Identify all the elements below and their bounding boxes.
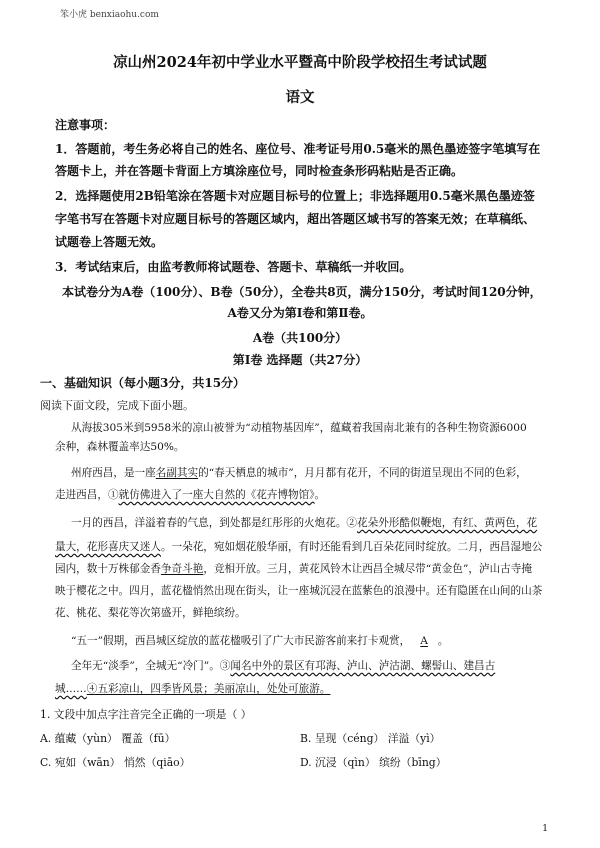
passage-line: 园内，数十万株郁金香争奇斗艳，竞相开放。三月，黄花风铃木让西昌全城尽带“黄金色”，泸山古寺掩 [55,563,532,575]
page-number: 1 [542,824,548,834]
wavy-underlined-sentence-3b: 城…… [55,683,87,695]
site-watermark: 笨小虎 benxiaohu.com [60,10,159,20]
underlined-sentence-4: ④五彩凉山，四季皆风景；美丽凉山，处处可旅游。 [86,683,331,695]
notice-line: 2．选择题使用2B铅笔涂在答题卡对应题目标号的位置上；非选择题用0.5毫米黑色墨迹签 [55,189,535,203]
notice-line: 1．答题前，考生务必将自己的姓名、座位号、准考证号用0.5毫米的黑色墨迹签字笔填写在 [55,142,541,156]
reading-instruction: 阅读下面文段，完成下面小题。 [40,399,194,412]
option-c[interactable]: C. 宛如（wān） 悄然（qiāo） [40,756,191,769]
section-a-heading: A卷（共100分） [252,331,348,345]
passage-line: 州府西昌，是一座名副其实的“春天栖息的城市”，月月都有花开，不同的街道呈现出不同的色彩， [71,467,527,479]
underlined-term: 名副其实 [155,467,199,479]
notice-line: 字笔书写在答题卡对应题目标号的答题区域内，超出答题区域书写的答案无效；在草稿纸、 [55,212,536,226]
wavy-underlined-sentence-2b: 量大，花形喜庆又迷人 [55,541,161,553]
passage-line: 花、桃花、梨花等次第盛开，鲜艳缤纷。 [55,607,246,619]
wavy-underlined-sentence-2: 花朵外形酷似鞭炮，有红、黄两色，花 [357,517,538,529]
notice-line: 3．考试结束后，由监考教师将试题卷、答题卡、草稿纸一并收回。 [55,260,412,274]
part-one-heading: 第Ⅰ卷 选择题（共27分） [232,353,368,367]
exam-summary-2: A卷又分为第Ⅰ卷和第Ⅱ卷。 [227,306,373,320]
blank-a: A [420,635,428,647]
passage-line: 量大，花形喜庆又迷人。一朵花，宛如烟花般华丽，有时还能看到几百朵花同时绽放。二月，西昌湿地公 [55,541,543,553]
passage-line: 映于樱花之中。四月，蓝花楹悄然出现在街头，让一座城沉浸在蓝紫色的浪漫中。还有隐匿在山间的山茶 [55,585,543,597]
passage-line: 从海拔305米到5958米的凉山被誉为“动植物基因库”，蕴藏着我国南北兼有的各种生物资源6000 [71,422,527,434]
question-1-stem: 1. 文段中加点字注音完全正确的一项是（ ） [40,708,252,721]
passage-line: 余种，森林覆盖率达50%。 [55,441,185,453]
passage-line: 走进西昌，①就仿佛进入了一座大自然的《花卉博物馆》。 [55,489,326,501]
subject-title: 语文 [285,89,315,106]
option-b[interactable]: B. 呈现（céng） 洋溢（yì） [300,732,441,745]
underlined-term: 争奇斗艳 [160,563,204,575]
wavy-underlined-sentence-1: 就仿佛进入了一座大自然的《花卉博物馆》 [118,489,315,501]
notice-line: 试题卷上答题无效。 [55,235,164,249]
notice-line: 答题卡上，并在答题卡背面上方填涂座位号，同时检查条形码粘贴是否正确。 [55,164,464,178]
option-d[interactable]: D. 沉浸（qìn） 缤纷（bīng） [300,756,447,769]
passage-line [55,682,551,696]
question-section-heading: 一、基础知识（每小题3分，共15分） [40,376,246,390]
notice-heading: 注意事项： [55,118,116,132]
passage-line: 一月的西昌，洋溢着春的气息，到处都是红彤彤的火炮花。②花朵外形酷似鞭炮，有红、黄两色，花 [71,517,538,529]
passage-line: “五一”假期，西昌城区绽放的蓝花楹吸引了广大市民游客前来打卡观赏， A 。 [71,635,449,647]
wavy-underlined-sentence-3: 闻名中外的景区有邛海、泸山、泸沽湖、螺髻山、建昌古 [230,660,496,672]
exam-summary: 本试卷分为A卷（100分）、B卷（50分），全卷共8页，满分150分，考试时间120分钟， [62,285,542,299]
page-title: 凉山州2024年初中学业水平暨高中阶段学校招生考试试题 [113,54,487,71]
passage-line: 全年无“淡季”，全城无“冷门”。③闻名中外的景区有邛海、泸山、泸沽湖、螺髻山、建昌古 [71,660,496,672]
option-a[interactable]: A. 蕴藏（yùn） 覆盖（fū） [40,732,176,745]
